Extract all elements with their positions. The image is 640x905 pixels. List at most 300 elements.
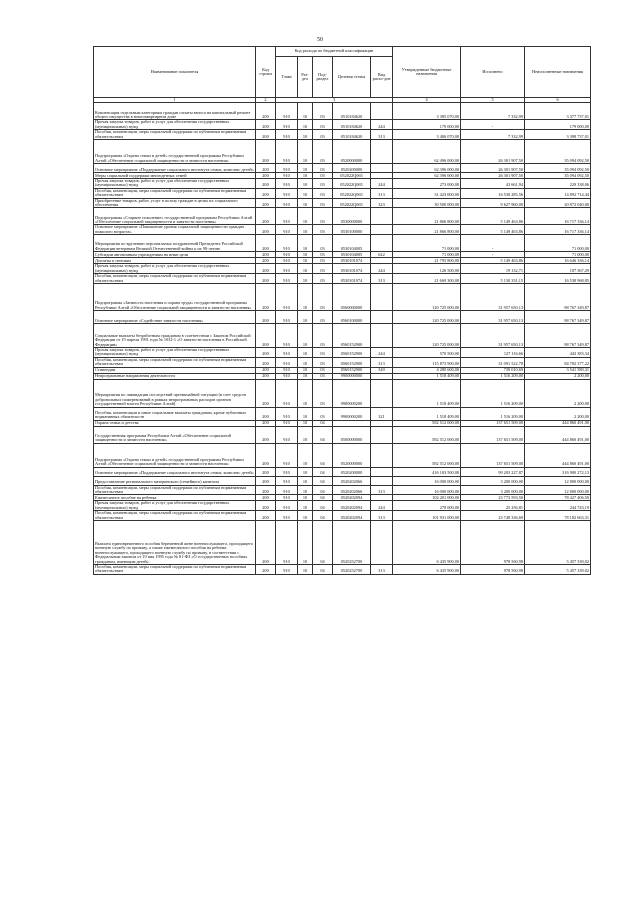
row-name: Подпрограмма «Старшее поколение» государственной программы Республики Алтай «Обеспечение социальной защищенности и занятости населения» [94, 208, 256, 225]
row-exptype: 313 [371, 274, 393, 284]
row-target: 0530101074 [333, 274, 371, 284]
row-subsection: 03 [313, 225, 333, 235]
row-unexecuted: 3 541 589,31 [525, 367, 591, 373]
row-target: 9900000000 [333, 373, 371, 379]
table-row [94, 347, 591, 357]
row-target: 0520200000 [333, 467, 371, 476]
row-target: 0560000000 [333, 283, 371, 310]
row-subsection: 03 [313, 198, 333, 208]
row-approved: 120 725 000,00 [393, 283, 461, 310]
row-target: 0510184620 [333, 103, 371, 120]
row-executed: 137 651 509,00 [461, 443, 525, 467]
table-row [94, 173, 591, 179]
row-executed: 3 200 000,00 [461, 485, 525, 495]
row-approved: 3 406 070,00 [393, 130, 461, 140]
row-name: Компенсация отдельным категориям граждан оплаты взноса на капитальный ремонт общего имущества в многоквартирном доме [94, 103, 256, 120]
table-row [94, 467, 591, 476]
row-subsection: 03 [313, 274, 333, 284]
row-subsection: 03 [313, 103, 333, 120]
row-approved: 1 518 409,00 [393, 407, 461, 420]
row-target: 052022Q065 [333, 188, 371, 198]
row-executed: 26 301 907,50 [461, 140, 525, 164]
table-row [94, 310, 591, 323]
row-chief: 910 [276, 407, 298, 420]
row-section: 10 [298, 283, 313, 310]
row-section: 10 [298, 188, 313, 198]
row-chief: 910 [276, 426, 298, 443]
row-target: 0560152900 [333, 367, 371, 373]
row-target: 0520202094 [333, 495, 371, 501]
row-unexecuted: 16 538 968,85 [525, 274, 591, 284]
row-executed: 978 560,98 [461, 564, 525, 574]
row-chief: 910 [276, 188, 298, 198]
row-name: Пособия, компенсации, меры социальной поддержки по публичным нормативным обязательствам [94, 188, 256, 198]
row-executed: 978 560,98 [461, 520, 525, 564]
row-name: Пособия, компенсации, меры социальной поддержки по публичным нормативным обязательствам [94, 274, 256, 284]
row-subsection: 04 [313, 485, 333, 495]
row-section: 10 [298, 208, 313, 225]
row-unexecuted: 20 872 040,00 [525, 198, 591, 208]
row-approved: 71 000,00 [393, 252, 461, 258]
row-exptype [371, 310, 393, 323]
row-executed: - [461, 235, 525, 252]
row-unexecuted: 14 892 714,44 [525, 188, 591, 198]
table-row [94, 179, 591, 189]
row-subsection: 04 [313, 511, 333, 521]
row-approved: 115 873 900,00 [393, 357, 461, 367]
row-exptype [371, 443, 393, 467]
row-unexecuted: 316 900 272,13 [525, 467, 591, 476]
row-name: Мероприятия по ликвидации последствий чрезвычайной ситуации (в счет средств добровольных пожертвований в рамках непрограммных расходов органов государственной власти Республики Алтай) [94, 379, 256, 407]
row-chief: 910 [276, 420, 298, 426]
row-target: 0500000000 [333, 426, 371, 443]
row-executed: 7 332,99 [461, 130, 525, 140]
header-num-2: 2 [256, 98, 276, 103]
row-code: 200 [256, 252, 276, 258]
row-executed: 5 149 463,86 [461, 258, 525, 264]
row-executed: 31 957 650,13 [461, 323, 525, 347]
row-unexecuted: 444 860 491,00 [525, 443, 591, 467]
row-unexecuted: 16 717 336,14 [525, 225, 591, 235]
row-target: 9900000200 [333, 407, 371, 420]
row-subsection: 03 [313, 407, 333, 420]
row-section: 10 [298, 264, 313, 274]
row-code: 200 [256, 274, 276, 284]
row-chief: 910 [276, 310, 298, 323]
row-unexecuted: 2 200,00 [525, 373, 591, 379]
row-unexecuted: 71 000,00 [525, 252, 591, 258]
row-exptype [371, 140, 393, 164]
row-chief: 910 [276, 379, 298, 407]
row-exptype [371, 235, 393, 252]
row-approved: 6 435 900,00 [393, 520, 461, 564]
header-num-5: 5 [461, 98, 525, 103]
row-name: Непрограммные направления деятельности [94, 373, 256, 379]
row-unexecuted: 3 398 737,01 [525, 130, 591, 140]
row-target: 0520202094 [333, 501, 371, 511]
header-name: Наименование показателя [94, 47, 256, 98]
row-code: 200 [256, 347, 276, 357]
row-name: Пособия, компенсации, меры социальной поддержки по публичным нормативным обязательствам [94, 485, 256, 495]
row-section: 10 [298, 323, 313, 347]
row-unexecuted: 244 743,19 [525, 501, 591, 511]
header-subsection: Под-раздел [313, 57, 333, 98]
row-target: 0560152900 [333, 323, 371, 347]
row-code: 200 [256, 426, 276, 443]
row-executed: 9 627 960,00 [461, 198, 525, 208]
row-subsection: 03 [313, 367, 333, 373]
row-approved: 21 795 800,00 [393, 258, 461, 264]
row-section: 10 [298, 164, 313, 173]
row-code: 200 [256, 179, 276, 189]
row-chief: 910 [276, 495, 298, 501]
row-name: Прочая закупка товаров, работ и услуг для обеспечения государственных (муниципальных) нужд [94, 264, 256, 274]
table-row [94, 208, 591, 225]
row-subsection: 03 [313, 173, 333, 179]
row-code: 200 [256, 357, 276, 367]
row-exptype [371, 164, 393, 173]
header-num-1: 1 [94, 98, 256, 103]
table-row [94, 323, 591, 347]
row-unexecuted: 5 457 339,02 [525, 564, 591, 574]
row-approved: 3 385 070,00 [393, 103, 461, 120]
row-code: 200 [256, 188, 276, 198]
row-code: 200 [256, 323, 276, 347]
row-approved: 126 500,00 [393, 264, 461, 274]
row-unexecuted: 2 200,00 [525, 379, 591, 407]
row-code: 200 [256, 443, 276, 467]
row-approved: 16 000 000,00 [393, 485, 461, 495]
row-approved: 120 725 000,00 [393, 323, 461, 347]
budget-table [93, 46, 591, 575]
row-subsection: 03 [313, 164, 333, 173]
row-name: Доплаты к пенсиям [94, 258, 256, 264]
row-exptype: 244 [371, 264, 393, 274]
row-chief: 910 [276, 140, 298, 164]
row-exptype: 244 [371, 179, 393, 189]
row-approved: 16 000 000,00 [393, 476, 461, 485]
row-section: 10 [298, 367, 313, 373]
row-target: 0510184620 [333, 130, 371, 140]
row-code: 200 [256, 198, 276, 208]
row-subsection: 03 [313, 379, 333, 407]
row-exptype: 313 [371, 130, 393, 140]
row-target: 0510184620 [333, 120, 371, 130]
row-executed: 19 132,71 [461, 264, 525, 274]
row-chief: 910 [276, 274, 298, 284]
table-row [94, 407, 591, 420]
header-executed: Исполнено [461, 47, 525, 98]
row-name: Ежемесячное пособие на ребенка [94, 495, 256, 501]
row-executed: 5 149 463,86 [461, 208, 525, 225]
row-approved: 62 396 000,00 [393, 164, 461, 173]
page-number: 50 [317, 37, 323, 43]
row-section: 10 [298, 235, 313, 252]
row-section: 10 [298, 420, 313, 426]
row-exptype: 313 [371, 485, 393, 495]
table-header [94, 47, 591, 103]
row-chief: 910 [276, 120, 298, 130]
row-chief: 910 [276, 476, 298, 485]
row-exptype [371, 520, 393, 564]
row-code: 200 [256, 264, 276, 274]
row-chief: 910 [276, 323, 298, 347]
row-exptype: 244 [371, 120, 393, 130]
table-row [94, 426, 591, 443]
row-chief: 910 [276, 130, 298, 140]
row-subsection: 03 [313, 347, 333, 357]
row-section: 10 [298, 103, 313, 120]
row-chief: 910 [276, 208, 298, 225]
row-name: Основное мероприятие «Поддержание социального института семьи, комплекс детей» [94, 467, 256, 476]
row-subsection: 03 [313, 323, 333, 347]
row-chief: 910 [276, 179, 298, 189]
row-exptype: 622 [371, 252, 393, 258]
row-exptype [371, 476, 393, 485]
row-name: Пособия, компенсации, меры социальной поддержки по публичным нормативным обязательствам [94, 511, 256, 521]
row-approved: 582 512 000,00 [393, 420, 461, 426]
table-row [94, 379, 591, 407]
row-section: 10 [298, 379, 313, 407]
row-section: 10 [298, 495, 313, 501]
table-row [94, 501, 591, 511]
row-target: 0560152900 [333, 357, 371, 367]
row-executed: 43 661,94 [461, 179, 525, 189]
row-unexecuted: 71 000,00 [525, 235, 591, 252]
row-executed: 1 516 209,00 [461, 373, 525, 379]
row-executed: 31 957 650,13 [461, 283, 525, 310]
row-name: Мероприятия по вручению персональных поздравлений Президента Российской Федерации ветеранам Великой Отечественной войны к их 90-летию [94, 235, 256, 252]
row-unexecuted: 5 457 339,02 [525, 520, 591, 564]
header-chief: Глава [276, 57, 298, 98]
row-section: 10 [298, 357, 313, 367]
row-executed: 23 748 336,69 [461, 511, 525, 521]
row-name: Государственная программа Республики Алтай «Обеспечение социальной защищенности и занятости населения» [94, 426, 256, 443]
row-name: Основное мероприятие «Содействие занятости населения» [94, 310, 256, 323]
row-chief: 910 [276, 520, 298, 564]
row-chief: 910 [276, 357, 298, 367]
row-subsection: 03 [313, 310, 333, 323]
row-name: Меры социальной поддержки многодетных семей [94, 173, 256, 179]
row-approved: 62 496 000,00 [393, 140, 461, 164]
row-executed: 137 651 509,00 [461, 426, 525, 443]
row-name: Основное мероприятие «Поддержание социального института семьи, комплекс детей» [94, 164, 256, 173]
row-code: 200 [256, 485, 276, 495]
row-subsection: 04 [313, 476, 333, 485]
row-approved: 21 866 800,00 [393, 208, 461, 225]
row-executed: 1 516 209,00 [461, 407, 525, 420]
row-approved: 570 500,00 [393, 347, 461, 357]
row-section: 10 [298, 426, 313, 443]
row-section: 10 [298, 179, 313, 189]
row-code: 200 [256, 120, 276, 130]
table-row [94, 357, 591, 367]
row-unexecuted: 444 860 491,00 [525, 420, 591, 426]
row-target: 0530104005 [333, 252, 371, 258]
row-chief: 910 [276, 283, 298, 310]
row-approved: 416 103 500,00 [393, 467, 461, 476]
row-unexecuted: 88 767 349,87 [525, 310, 591, 323]
table-row [94, 225, 591, 235]
row-approved: 30 500 000,00 [393, 198, 461, 208]
row-executed: 5 130 331,15 [461, 274, 525, 284]
row-name: Приобретение товаров, работ, услуг в пользу граждан в целях их социального обеспечения [94, 198, 256, 208]
row-code: 200 [256, 173, 276, 179]
row-subsection: 03 [313, 235, 333, 252]
row-code: 200 [256, 564, 276, 574]
row-code: 200 [256, 520, 276, 564]
row-exptype: 313 [371, 511, 393, 521]
table-row [94, 283, 591, 310]
row-unexecuted: 78 427 406,50 [525, 495, 591, 501]
row-exptype: 321 [371, 407, 393, 420]
row-approved: 582 512 000,00 [393, 443, 461, 467]
row-target: 0560100000 [333, 310, 371, 323]
row-section: 10 [298, 225, 313, 235]
row-subsection: 03 [313, 208, 333, 225]
row-code: 200 [256, 367, 276, 373]
row-unexecuted: 35 094 092,50 [525, 164, 591, 173]
row-subsection: 04 [313, 564, 333, 574]
row-subsection: 04 [313, 420, 333, 426]
table-row [94, 485, 591, 495]
row-exptype [371, 103, 393, 120]
row-target: 052022Q065 [333, 173, 371, 179]
row-chief: 910 [276, 373, 298, 379]
row-executed: 5 149 463,86 [461, 225, 525, 235]
row-section: 10 [298, 373, 313, 379]
row-subsection: 03 [313, 252, 333, 258]
row-section: 10 [298, 476, 313, 485]
row-executed: 127 116,66 [461, 347, 525, 357]
row-approved: 62 396 000,00 [393, 173, 461, 179]
row-executed: 31 091 522,78 [461, 357, 525, 367]
row-unexecuted: 3 377 737,01 [525, 103, 591, 120]
row-unexecuted: 84 782 377,22 [525, 357, 591, 367]
row-approved: 120 725 000,00 [393, 310, 461, 323]
row-name: Подпрограмма «Охрана семьи и детей» государственной программы Республики Алтай «Обеспечение социальной защищенности и занятости населения» [94, 140, 256, 164]
row-subsection: 03 [313, 283, 333, 310]
row-code: 200 [256, 130, 276, 140]
row-code: 200 [256, 310, 276, 323]
row-section: 10 [298, 173, 313, 179]
row-code: 200 [256, 476, 276, 485]
row-subsection: 04 [313, 443, 333, 467]
row-subsection: 03 [313, 258, 333, 264]
header-target: Целевая статья [333, 57, 371, 98]
table-row [94, 511, 591, 521]
table-row [94, 274, 591, 284]
row-approved: 1 518 409,00 [393, 373, 461, 379]
row-subsection: 03 [313, 188, 333, 198]
row-approved: 102 201 000,00 [393, 495, 461, 501]
row-exptype [371, 323, 393, 347]
row-unexecuted: 88 767 349,87 [525, 323, 591, 347]
row-section: 10 [298, 467, 313, 476]
row-target: 0530000000 [333, 208, 371, 225]
row-unexecuted: 12 800 000,00 [525, 476, 591, 485]
table-row [94, 235, 591, 252]
row-approved: 273 000,00 [393, 179, 461, 189]
row-exptype [371, 379, 393, 407]
row-chief: 910 [276, 164, 298, 173]
row-name: Пособия, компенсации и иные социальные выплаты гражданам, кроме публичных нормативных обязательств [94, 407, 256, 420]
row-name: Прочая закупка товаров, работ и услуг для обеспечения государственных (муниципальных) нужд [94, 347, 256, 357]
row-chief: 910 [276, 443, 298, 467]
header-num-4: 4 [393, 98, 461, 103]
row-section: 10 [298, 274, 313, 284]
row-unexecuted: 2 200,00 [525, 407, 591, 420]
row-subsection: 03 [313, 373, 333, 379]
row-approved: 71 000,00 [393, 235, 461, 252]
row-section: 10 [298, 140, 313, 164]
row-approved: 1 518 409,00 [393, 379, 461, 407]
row-chief: 910 [276, 485, 298, 495]
row-code: 200 [256, 283, 276, 310]
row-section: 10 [298, 443, 313, 467]
row-exptype: 313 [371, 564, 393, 574]
row-approved: 101 931 000,00 [393, 511, 461, 521]
row-chief: 910 [276, 467, 298, 476]
row-code: 200 [256, 495, 276, 501]
row-unexecuted: 16 717 336,14 [525, 208, 591, 225]
row-target: 0560152900 [333, 347, 371, 357]
row-section: 10 [298, 485, 313, 495]
row-name: Охрана семьи и детства [94, 420, 256, 426]
row-target: 0520252700 [333, 564, 371, 574]
row-executed: 99 203 227,87 [461, 467, 525, 476]
row-executed: - [461, 120, 525, 130]
table-body [94, 103, 591, 574]
row-name: Субсидии автономным учреждениям на иные цели [94, 252, 256, 258]
row-executed: 31 957 650,13 [461, 310, 525, 323]
row-exptype: 313 [371, 188, 393, 198]
row-chief: 910 [276, 347, 298, 357]
header-num-6: 6 [525, 98, 591, 103]
row-subsection: 03 [313, 120, 333, 130]
row-name: Социальные выплаты безработным гражданам в соответствии с Законом Российской Федерации от 19 апреля 1991 года № 1032-1 «О занятости населения в Российской Федерации» [94, 323, 256, 347]
row-target: 0520202066 [333, 485, 371, 495]
row-name: Выплата единовременного пособия беременной жене военнослужащего, проходящего военную службу по призыву, а также ежемесячного пособия на ребенка военнослужащего, проходящего военную службу по призыву, в соответствии с Федеральным законом от 19 мая 1995 года № 81-ФЗ «О государственных пособиях гражданам, имеющим детей» [94, 520, 256, 564]
row-unexecuted: 35 094 092,50 [525, 173, 591, 179]
row-executed: 26 301 907,50 [461, 173, 525, 179]
row-exptype [371, 225, 393, 235]
row-code: 200 [256, 235, 276, 252]
table-row [94, 564, 591, 574]
row-target: 9900000200 [333, 379, 371, 407]
row-approved: 6 435 900,00 [393, 564, 461, 574]
row-name: Пособия, компенсации, меры социальной поддержки по публичным нормативным обязательствам [94, 357, 256, 367]
row-chief: 910 [276, 564, 298, 574]
row-section: 10 [298, 347, 313, 357]
row-chief: 910 [276, 173, 298, 179]
row-executed: 26 301 907,50 [461, 164, 525, 173]
row-exptype [371, 426, 393, 443]
header-approved: Утвержденные бюджетные назначения [393, 47, 461, 98]
table-row [94, 120, 591, 130]
row-chief: 910 [276, 252, 298, 258]
row-executed: 16 530 285,56 [461, 188, 525, 198]
row-approved: 4 280 600,00 [393, 367, 461, 373]
row-target: 052022Q065 [333, 179, 371, 189]
row-code: 200 [256, 501, 276, 511]
row-exptype: 340 [371, 367, 393, 373]
table-row [94, 188, 591, 198]
row-unexecuted: 229 338,06 [525, 179, 591, 189]
row-target: 052022Q065 [333, 198, 371, 208]
header-num-3: 3 [276, 98, 393, 103]
row-exptype [371, 467, 393, 476]
